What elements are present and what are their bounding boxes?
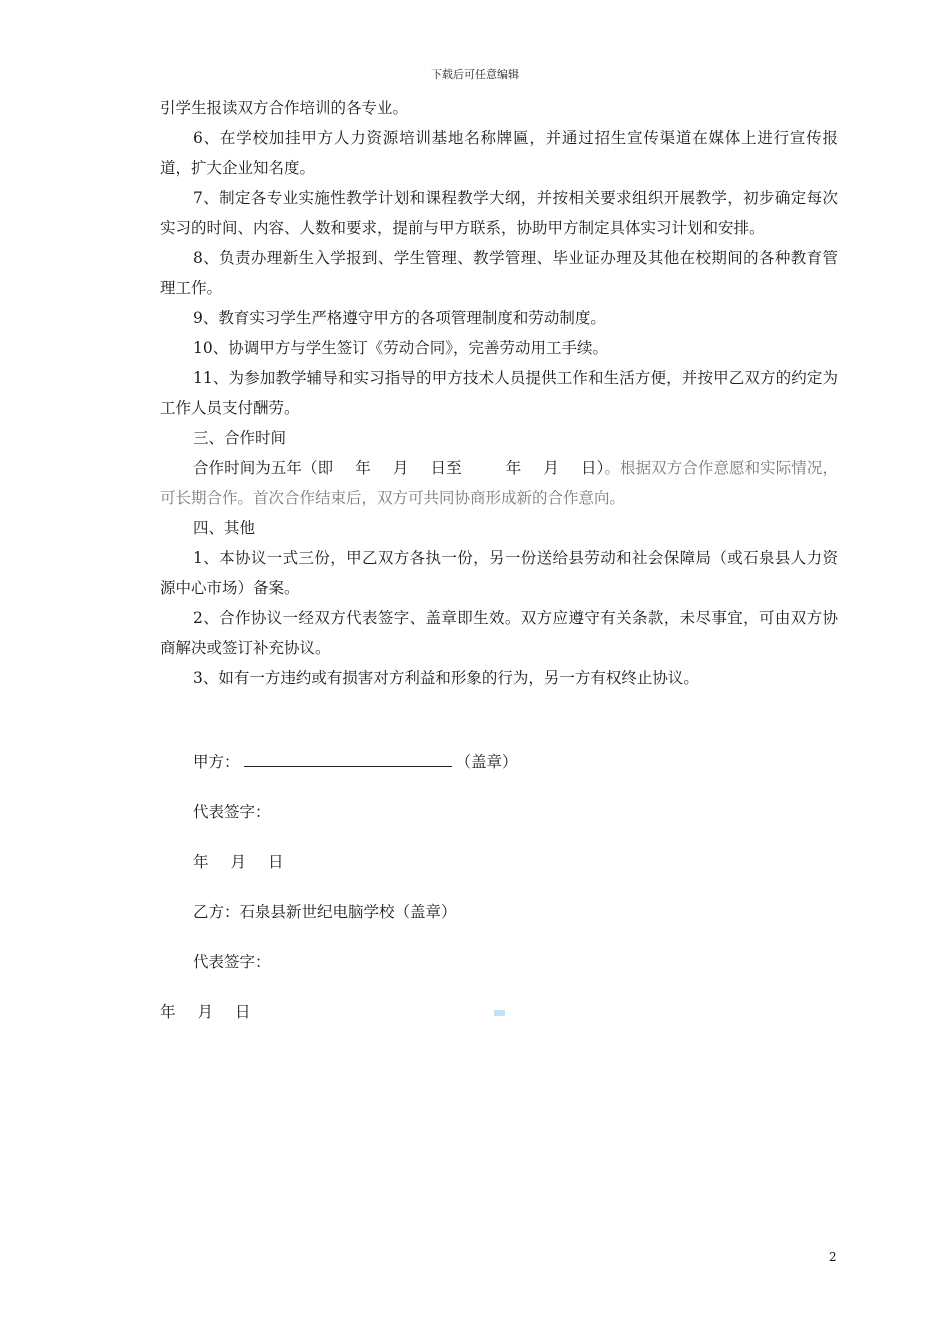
date-year: 年 [193, 853, 209, 871]
time-text: 合作时间为五年（即 [193, 459, 334, 477]
paragraph: 2、合作协议一经双方代表签字、盖章即生效。双方应遵守有关条款，未尽事宜，可由双方协商解决或签订补充协议。 [160, 609, 838, 657]
paragraph: 11、为参加教学辅导和实习指导的甲方技术人员提供工作和生活方便，并按甲乙双方的约定为工作人员支付酬劳。 [160, 369, 838, 417]
paragraph: 10、协调甲方与学生签订《劳动合同》，完善劳动用工手续。 [193, 339, 608, 357]
date-month: 月 [230, 853, 247, 871]
paragraph: 3、如有一方违约或有损害对方利益和形象的行为，另一方有权终止协议。 [193, 669, 699, 687]
party-a-seal: （盖章） [455, 753, 518, 771]
signature-underline [244, 752, 452, 767]
page-number: 2 [829, 1250, 837, 1264]
date-day: 日 [235, 1003, 251, 1021]
paragraph: 8、负责办理新生入学报到、学生管理、教学管理、毕业证办理及其他在校期间的各种教育管理工作。 [160, 249, 838, 297]
date-month: 月 [197, 1003, 214, 1021]
document-body [160, 93, 838, 693]
time-year-end: 年 [505, 459, 522, 477]
party-a-line [193, 750, 518, 772]
date-b [160, 1000, 251, 1022]
party-b-line: 乙方：石泉县新世纪电脑学校（盖章） [193, 903, 457, 921]
paragraph: 1、本协议一式三份，甲乙双方各执一份，另一份送给县劳动和社会保障局（或石泉县人力资源中心市场）备案。 [160, 549, 838, 597]
party-a-label: 甲方： [193, 753, 240, 771]
time-day-end: 日） [580, 459, 605, 477]
date-a [193, 850, 284, 872]
section-heading: 三、合作时间 [193, 429, 287, 447]
rep-signature-a: 代表签字： [193, 803, 271, 821]
time-text-grey: 。根据双方合作意愿和实际情况，可长期合作。首次合作结束后，双方可共同协商形成新的合作意向。 [160, 459, 838, 507]
page-header: 下载后可任意编辑 [431, 68, 519, 81]
paragraph: 6、在学校加挂甲方人力资源培训基地名称牌匾，并通过招生宣传渠道在媒体上进行宣传报道，扩大企业知名度。 [160, 129, 838, 177]
date-year: 年 [160, 1003, 176, 1021]
time-month-end: 月 [543, 459, 559, 477]
time-day: 日至 [430, 459, 462, 477]
section-heading: 四、其他 [193, 519, 256, 537]
paragraph: 9、教育实习学生严格遵守甲方的各项管理制度和劳动制度。 [193, 309, 606, 327]
paragraph: 7、制定各专业实施性教学计划和课程教学大纲，并按相关要求组织开展教学，初步确定每次实习的时间、内容、人数和要求，提前与甲方联系，协助甲方制定具体实习计划和安排。 [160, 189, 838, 237]
date-day: 日 [268, 853, 284, 871]
time-month: 月 [392, 459, 409, 477]
time-clause [160, 453, 838, 513]
rep-signature-b: 代表签字： [193, 953, 271, 971]
decorative-mark [494, 1010, 505, 1016]
time-year: 年 [355, 459, 371, 477]
paragraph: 引学生报读双方合作培训的各专业。 [160, 99, 409, 117]
